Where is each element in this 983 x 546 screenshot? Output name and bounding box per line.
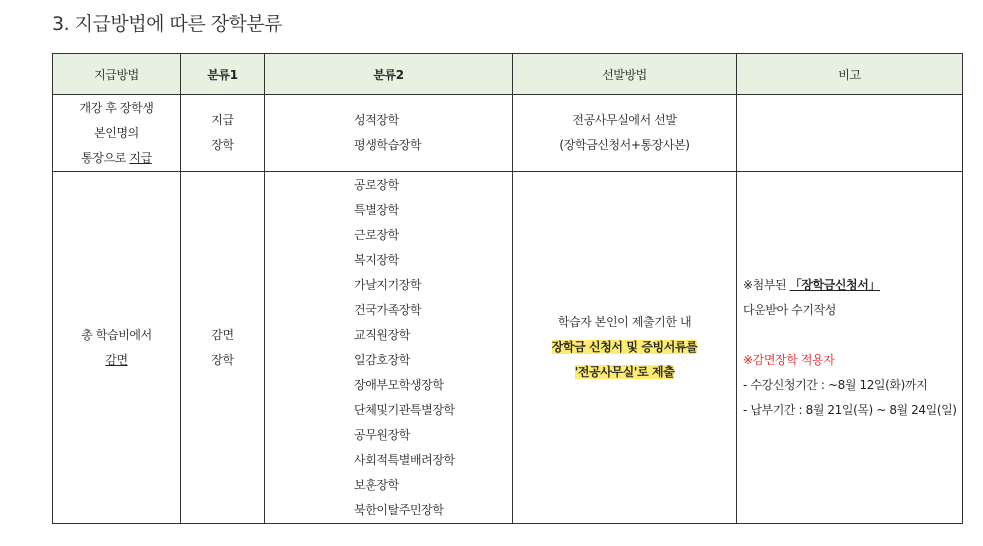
category2-cell bbox=[265, 95, 513, 172]
list-item: 사회적특별배려장학 bbox=[354, 452, 455, 467]
spacer bbox=[743, 323, 962, 348]
underlined-text: 감면 bbox=[105, 352, 128, 367]
table-row bbox=[53, 95, 963, 172]
payment-method-cell bbox=[53, 95, 181, 172]
list-item: 복지장학 bbox=[354, 252, 399, 267]
list-item: 단체및기관특별장학 bbox=[354, 402, 455, 417]
category1-line: 감면 bbox=[211, 327, 234, 342]
list-item: 성적장학 bbox=[354, 113, 399, 127]
selection-line: (장학금신청서+통장사본) bbox=[559, 138, 690, 152]
list-item: 장애부모학생장학 bbox=[354, 377, 444, 392]
category1-line: 지급 bbox=[211, 113, 234, 127]
payment-method-cell bbox=[53, 172, 181, 524]
selection-line bbox=[513, 360, 736, 385]
selection-line bbox=[513, 335, 736, 360]
scholarship-classification-table bbox=[52, 53, 963, 524]
category1-line: 장학 bbox=[211, 138, 234, 152]
payment-method-line: 총 학습비에서 bbox=[81, 327, 152, 342]
selection-line: 학습자 본인이 제출기한 내 bbox=[557, 315, 692, 329]
highlighted-text: 장학금 신청서 및 증빙서류를 bbox=[551, 340, 698, 354]
header-payment-method: 지급방법 bbox=[53, 54, 181, 95]
header-selection-method: 선발방법 bbox=[513, 54, 737, 95]
selection-line: 전공사무실에서 선발 bbox=[572, 113, 677, 127]
note-red-line: ※감면장학 적용자 bbox=[743, 352, 835, 367]
note-line: - 납부기간 : 8월 21일(목) ~ 8월 24일(일) bbox=[743, 402, 957, 417]
section-title: 3. 지급방법에 따른 장학분류 bbox=[52, 13, 283, 35]
table-header-row bbox=[53, 54, 963, 95]
list-item: 특별장학 bbox=[354, 202, 399, 217]
list-item: 보훈장학 bbox=[354, 477, 399, 492]
list-item: 가날지기장학 bbox=[354, 277, 422, 292]
list-item: 건국가족장학 bbox=[354, 302, 422, 317]
category1-cell bbox=[181, 95, 265, 172]
list-item: 공무원장학 bbox=[354, 427, 410, 442]
category1-line: 장학 bbox=[211, 352, 234, 367]
highlighted-text: '전공사무실'로 제출 bbox=[574, 365, 675, 379]
scholarship-form-link[interactable]: 「장학금신청서」 bbox=[789, 277, 881, 292]
selection-method-cell bbox=[513, 95, 737, 172]
note-line: ※첨부된 「장학금신청서」 bbox=[743, 277, 881, 292]
header-category1: 분류1 bbox=[181, 54, 265, 95]
category2-cell bbox=[265, 172, 513, 524]
list-item: 교직원장학 bbox=[354, 327, 410, 342]
header-category2: 분류2 bbox=[265, 54, 513, 95]
list-item: 근로장학 bbox=[354, 227, 399, 242]
payment-method-line: 본인명의 bbox=[94, 125, 139, 140]
remarks-cell bbox=[737, 172, 963, 524]
underlined-text: 지급 bbox=[129, 150, 152, 165]
note-line: 다운받아 수기작성 bbox=[743, 302, 836, 317]
payment-method-line: 통장으로 지급 bbox=[81, 150, 152, 165]
list-item: 공로장학 bbox=[354, 177, 399, 192]
payment-method-line: 개강 후 장학생 bbox=[79, 100, 154, 115]
note-line: - 수강신청기간 : ~8월 12일(화)까지 bbox=[743, 377, 928, 392]
selection-method-cell bbox=[513, 172, 737, 524]
table-row bbox=[53, 172, 963, 524]
header-remarks: 비고 bbox=[737, 54, 963, 95]
list-item: 일감호장학 bbox=[354, 352, 410, 367]
list-item: 북한이탈주민장학 bbox=[354, 502, 444, 517]
remarks-cell bbox=[737, 95, 963, 172]
list-item: 평생학습장학 bbox=[354, 138, 422, 152]
payment-method-line bbox=[53, 348, 180, 373]
category1-cell bbox=[181, 172, 265, 524]
